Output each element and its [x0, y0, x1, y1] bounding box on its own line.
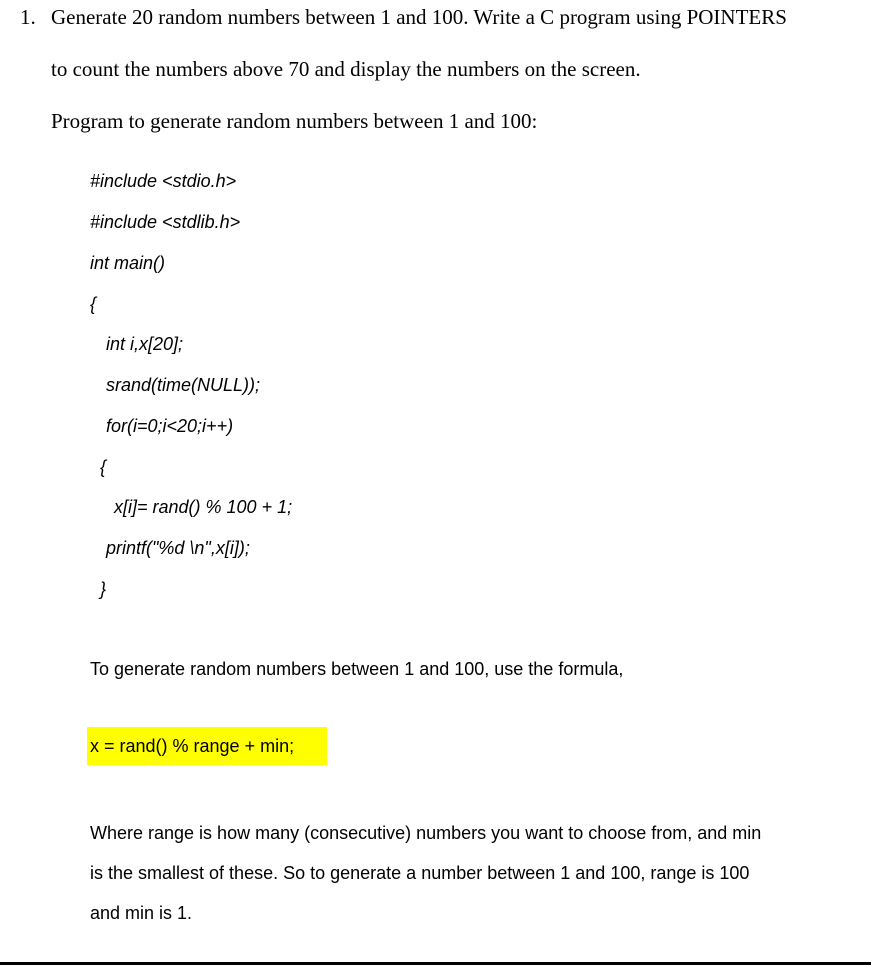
code-line: printf("%d \n",x[i]); [106, 538, 250, 558]
code-line: } [100, 579, 107, 599]
bottom-rule [0, 962, 871, 965]
formula-text: x = rand() % range + min; [90, 736, 295, 756]
question-text-line-1: Generate 20 random numbers between 1 and 100. Write a C program using POINTERS [51, 5, 787, 29]
code-line: x[i]= rand() % 100 + 1; [114, 497, 293, 517]
code-line: { [100, 457, 107, 477]
formula-intro: To generate random numbers between 1 and 100, use the formula, [90, 659, 624, 679]
code-line: int i,x[20]; [106, 334, 184, 354]
question-text-line-2: to count the numbers above 70 and display the numbers on the screen. [51, 57, 641, 81]
program-intro: Program to generate random numbers between 1 and 100: [51, 109, 538, 133]
code-line: #include <stdlib.h> [90, 212, 241, 232]
code-line: #include <stdio.h> [90, 171, 237, 191]
code-line: srand(time(NULL)); [106, 375, 261, 395]
code-line: { [90, 294, 97, 314]
explanation-line-1: Where range is how many (consecutive) numbers you want to choose from, and min [90, 823, 762, 843]
code-line: for(i=0;i<20;i++) [106, 416, 234, 436]
explanation-line-3: and min is 1. [90, 903, 193, 923]
explanation-line-2: is the smallest of these. So to generate a number between 1 and 100, range is 100 [90, 863, 750, 883]
question-number: 1. [20, 5, 36, 29]
code-line: int main() [90, 253, 166, 273]
